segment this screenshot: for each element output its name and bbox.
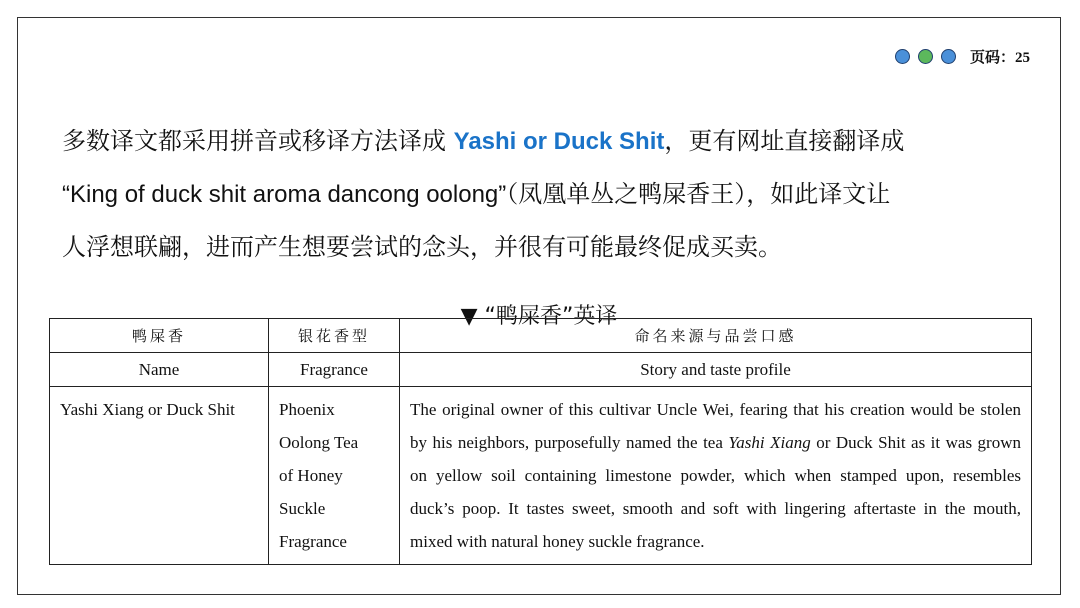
header-cn-name: 鸭屎香 bbox=[50, 319, 269, 353]
translation-table bbox=[49, 318, 1032, 565]
body-paragraph bbox=[62, 115, 1022, 273]
header-en-story: Story and taste profile bbox=[400, 353, 1032, 387]
paragraph-line-1 bbox=[62, 115, 1022, 168]
fragrance-line: Suckle bbox=[279, 499, 326, 518]
story-text-2: or Duck Shit as it was grown on yellow soil containing limestone powder, which when stamped upon, resembles duck’s poop. It tastes sweet, smooth and soft with lingering aftertaste in the mouth, mixed with natural honey suckle fragrance. bbox=[410, 433, 1021, 551]
page-indicator bbox=[895, 46, 1030, 67]
green-dot-icon bbox=[918, 49, 933, 64]
cell-story bbox=[400, 387, 1032, 565]
fragrance-line: Fragrance bbox=[279, 532, 347, 551]
quoted-translation: “King of duck shit aroma dancong oolong” bbox=[62, 181, 507, 208]
story-italic-term: Yashi Xiang bbox=[728, 433, 811, 452]
highlighted-term: Yashi or Duck Shit bbox=[453, 128, 665, 155]
table-header-en bbox=[50, 353, 1032, 387]
paragraph-line-3: 人浮想联翩，进而产生想要尝试的念头，并很有可能最终促成买卖。 bbox=[62, 233, 782, 261]
header-cn-story: 命名来源与品尝口感 bbox=[400, 319, 1032, 353]
table-row bbox=[50, 387, 1032, 565]
paragraph-line-1-tail: ，更有网址直接翻译成 bbox=[664, 127, 905, 155]
story-text-1: The original owner of this cultivar Uncle Wei, fearing that his creation would be stolen by his neighbors, purposefully named the tea bbox=[410, 400, 1021, 452]
table-header-cn bbox=[50, 319, 1032, 353]
fragrance-line: Phoenix bbox=[279, 400, 335, 419]
cell-fragrance bbox=[269, 387, 400, 565]
header-cn-fragrance: 银花香型 bbox=[269, 319, 400, 353]
header-en-fragrance: Fragrance bbox=[269, 353, 400, 387]
table-caption: ▼ “鸭屎香”英译 bbox=[460, 304, 618, 329]
page-number: 页码：25 bbox=[969, 50, 1030, 66]
blue-dot-icon bbox=[895, 49, 910, 64]
cell-name: Yashi Xiang or Duck Shit bbox=[50, 387, 269, 565]
paragraph-line-2 bbox=[62, 168, 1022, 221]
slide-frame bbox=[17, 17, 1061, 595]
paragraph-line-1-text: 多数译文都采用拼音或移译方法译成 bbox=[62, 127, 454, 155]
blue-dot-2-icon bbox=[941, 49, 956, 64]
header-en-name: Name bbox=[50, 353, 269, 387]
fragrance-line: Oolong Tea bbox=[279, 433, 359, 452]
paragraph-line-2-tail: （凤凰单丛之鸭屎香王），如此译文让 bbox=[506, 180, 891, 208]
fragrance-line: of Honey bbox=[279, 466, 343, 485]
